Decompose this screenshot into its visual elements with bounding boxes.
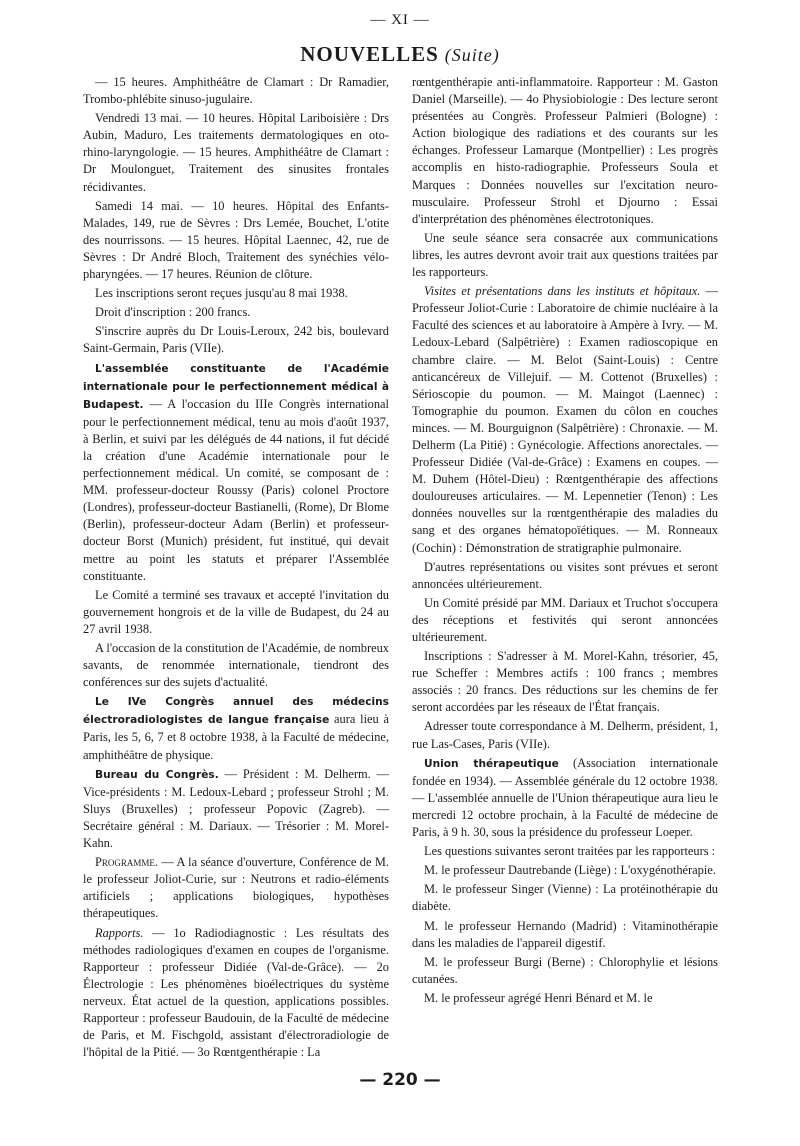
paragraph: Droit d'inscription : 200 francs. <box>95 305 251 320</box>
section-title-suite: (Suite) <box>444 45 500 65</box>
paragraph-lead-smallcaps: Programme. <box>95 855 158 870</box>
paragraph: rœntgenthérapie anti-inflammatoire. Rapporteur : M. Gaston Daniel (Marseille). — 4o Physiobiologie : Des lecture seront présentées au Congrès. Professeur Palmieri (Bologne) : Action biologique des radiations et des courants sur les échanges. Professeur Lamarque (Montpellier) : Les progrès accomplis en histo-radiographie. Professeurs Soula et Marques : Données nouvelles sur l'excitation neuro-musculaire. Professeur Strohl et Djourno : Essai d'interprétation des phénomènes électrotoniques. <box>412 75 718 226</box>
paragraph: Adresser toute correspondance à M. Delherm, président, 1, rue Las-Cases, Paris (VIIe). <box>412 719 718 751</box>
paragraph-body: — A la séance d'ouverture, Conférence de M. le professeur Joliot-Curie, sur : Neutrons et radio-éléments artificiels ; applications biologiques, hypothèses thérapeutiques. <box>83 855 389 921</box>
paragraph: Les inscriptions seront reçues jusqu'au 8 mai 1938. <box>95 286 348 301</box>
page-number: — 220 — <box>359 1070 441 1090</box>
paragraph <box>83 693 389 763</box>
left-column <box>83 74 389 1061</box>
paragraph: Samedi 14 mai. — 10 heures. Hôpital des Enfants-Malades, 149, rue de Sèvres : Drs Lemée, Bouchet, L'otite des nourrissons. — 15 heures. Hôpital Laennec, 42, rue de Sèvres : Dr André Bloch, Traitement des synéchies vélo-pharyngées. — 17 heures. Réunion de clôture. <box>83 198 389 282</box>
paragraph <box>83 925 389 1062</box>
paragraph-heading: Bureau du Congrès. <box>95 768 219 781</box>
paragraph: M. le professeur Singer (Vienne) : La protéinothérapie du diabète. <box>412 882 718 914</box>
paragraph: M. le professeur Hernando (Madrid) : Vitaminothérapie dans les maladies de l'appareil digestif. <box>412 918 718 950</box>
paragraph-lead-italic: Rapports. <box>95 925 144 940</box>
paragraph: D'autres représentations ou visites sont prévues et seront annoncées ultérieurement. <box>412 559 718 591</box>
paragraph-body: aura lieu à Paris, les 5, 6, 7 et 8 octobre 1938, à la Faculté de médecine, amphithéâtre de physique. <box>83 712 389 762</box>
paragraph <box>83 766 389 852</box>
paragraph-body: — A l'occasion du IIIe Congrès international pour le perfectionnement médical, tenu au mois d'août 1937, à Berlin, et suivi par les délégués de 44 nations, il fut décidé la création d'une Académie internationale pour le perfectionnement médical. Un comité, se composant de : MM. professeur-docteur Roussy (Paris) colonel Proctore (Londres), professeur-docteur Bastianelli, (Rome), Dr Blome (Berlin), professeur-docteur Adam (Berlin) et professeur-docteur Borst (Munich) président, fut institué, qui devait mettre au point les statuts et préparer l'Assemblée constituante. <box>83 396 389 583</box>
paragraph: Les questions suivantes seront traitées par les rapporteurs : <box>424 844 716 859</box>
paragraph <box>83 360 389 585</box>
paragraph-heading: Union thérapeutique <box>424 757 559 770</box>
paragraph-lead-italic: Visites et présentations dans les instituts et hôpitaux. <box>424 284 701 299</box>
paragraph-body: — Professeur Joliot-Curie : Laboratoire de chimie nucléaire à la Faculté des sciences et au laboratoire à Ampère à Ivry. — M. Ledoux-Lebard (Salpêtrière) : Examen radioscopique en chambre claire. — M. Belot (Saint-Louis) : Centre anticancéreux de Villejuif. — M. Cottenot (Bruxelles) : Sérioscopie du poumon. — M. Maingot (Laennec) : Tomographie du poumon. Examen du côlon en couches minces. — M. Bourguignon (Salpêtrière) : Chronaxie. — M. Delherm (La Pitié) : Gynécologie. Affections anorectales. — Professeur Didiée (Val-de-Grâce) : Examens en coupes. — M. Duhem (Hôtel-Dieu) : Rœntgenthérapie des affections douloureuses articulaires. — M. Lepennetier (Tenon) : Les données nouvelles sur la rœntgenthérapie des maladies du sang et des organes hématopoïétiques. — M. Ronneaux (Cochin) : Démonstration de stratigraphie pulmonaire. <box>412 284 718 555</box>
paragraph: S'inscrire auprès du Dr Louis-Leroux, 242 bis, boulevard Saint-Germain, Paris (VIIe). <box>83 324 389 356</box>
paragraph: Inscriptions : S'adresser à M. Morel-Kahn, trésorier, 45, rue Scheffer : Membres actifs : 100 francs ; membres associés : 20 francs. Des réductions sur les chemins de fer seront accordées par les réseaux de l'État français. <box>412 649 718 715</box>
paragraph-body: — 1o Radiodiagnostic : Les résultats des méthodes radiologiques d'examen en coupes de l'organisme. Rapporteur : professeur Didiée (Val-de-Grâce). — 2o Électrologie : Les phénomènes bioélectriques du système nerveux. État actuel de la question, applications possibles. Rapporteur : professeur Baudouin, de la Faculté de médecine de Paris, et M. Fischgold, assistant d'électroradiologie de l'hôpital de la Pitié. — 3o Rœntgenthérapie : La <box>83 925 389 1060</box>
paragraph: Un Comité présidé par MM. Dariaux et Truchot s'occupera des réceptions et festivités qui seront annoncées ultérieurement. <box>412 595 718 644</box>
paragraph: M. le professeur agrégé Henri Bénard et M. le <box>424 990 653 1005</box>
paragraph: — 15 heures. Amphithéâtre de Clamart : Dr Ramadier, Trombo-phlébite sinuso-jugulaire. <box>83 75 389 107</box>
paragraph: M. le professeur Dautrebande (Liège) : L'oxygénothérapie. <box>424 863 716 878</box>
paragraph <box>412 283 718 557</box>
section-title <box>0 42 800 67</box>
paragraph: Vendredi 13 mai. — 10 heures. Hôpital Lariboisière : Drs Aubin, Maduro, Les traitements dermatologiques en oto-rhino-laryngologie. — 15 heures. Amphithéâtre de Clamart : Dr Moulonguet, Traitement des sinusites frontales récidivantes. <box>83 111 389 194</box>
paragraph-body: (Association internationale fondée en 1934). — Assemblée générale du 12 octobre 1938. — L'assemblée annuelle de l'Union thérapeutique aura lieu le mercredi 12 octobre prochain, à la Faculté de médecine de Paris, à 9 h. 30, sous la présidence du professeur Loeper. <box>412 755 718 840</box>
right-column <box>412 74 718 1007</box>
paragraph-body: — Président : M. Delherm. — Vice-présidents : M. Ledoux-Lebard ; professeur Strohl ; M. Sluys (Bruxelles) ; professeur Popovic (Zagreb). — Secrétaire général : M. Dariaux. — Trésorier : M. Morel-Kahn. <box>83 766 389 851</box>
paragraph: Une seule séance sera consacrée aux communications libres, les autres devront avoir trait aux questions traitées par les rapporteurs. <box>412 230 718 280</box>
paragraph: A l'occasion de la constitution de l'Académie, de nombreux savants, de renommée internationale, tiendront des conférences sur des sujets d'actualité. <box>83 641 389 690</box>
paragraph: Le Comité a terminé ses travaux et accepté l'invitation du gouvernement hongrois et de la ville de Budapest, du 24 au 27 avril 1938. <box>83 587 389 636</box>
section-title-text: NOUVELLES <box>300 42 439 66</box>
paragraph <box>412 755 718 841</box>
paragraph <box>83 854 389 922</box>
paragraph-heading: L'assemblée constituante de l'Académie internationale pour le perfectionnement médical à Budapest. <box>83 362 389 411</box>
paragraph-heading: Le IVe Congrès annuel des médecins électroradiologistes de langue française <box>83 696 389 727</box>
paragraph: M. le professeur Burgi (Berne) : Chlorophylie et lésions cutanées. <box>412 954 718 986</box>
roman-page-number: — XI — <box>370 12 430 28</box>
